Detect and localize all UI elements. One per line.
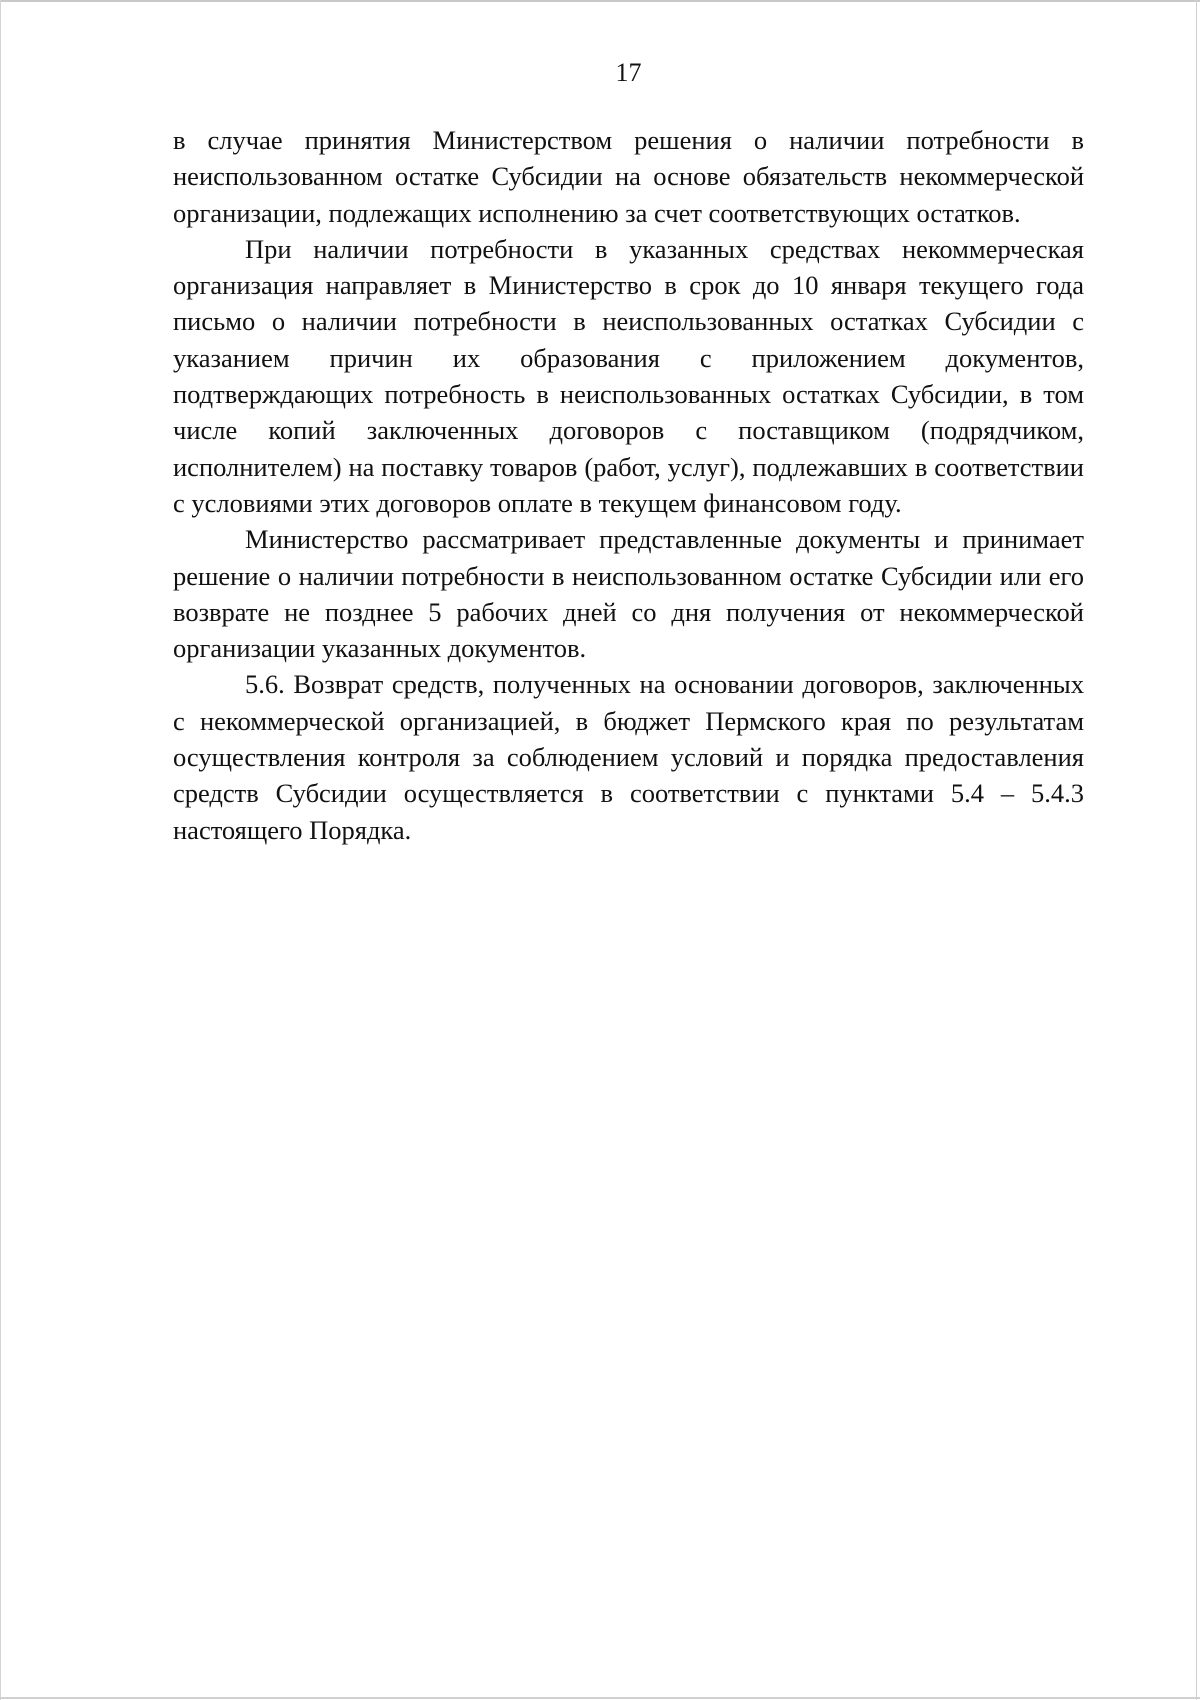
paragraph-subsidy-remainder-decision: в случае принятия Министерством решения о наличии потребности в неиспользованном остатке Субсидии на основе обязательств некоммерческой организации, подлежащих исполнению за счет соответствующих остатков.	[173, 125, 1084, 228]
scan-edge-left	[0, 0, 1, 1700]
page-number: 17	[615, 58, 642, 87]
paragraph-clause-5-6: 5.6. Возврат средств, полученных на основании договоров, заключенных с некоммерческой организацией, в бюджет Пермского края по результатам осуществления контроля за соблюдением условий и порядка предоставления средств Субсидии осуществляется в соответствии с пунктами 5.4 – 5.4.3 настоящего Порядка.	[173, 669, 1084, 845]
scan-edge-bottom	[0, 1697, 1200, 1699]
paragraph-ministry-review: Министерство рассматривает представленные документы и принимает решение о наличии потребности в неиспользованном остатке Субсидии или его возврате не позднее 5 рабочих дней со дня получения от некоммерческой организации указанных документов.	[173, 524, 1084, 664]
scan-edge-top	[0, 0, 1200, 2]
document-body	[173, 122, 1084, 848]
scan-edge-right	[1196, 0, 1197, 1700]
paragraph-need-letter: При наличии потребности в указанных средствах некоммерческая организация направляет в Министерство в срок до 10 января текущего года письмо о наличии потребности в неиспользованных остатках Субсидии с указанием причин их образования с приложением документов, подтверждающих потребность в неиспользованных остатках Субсидии, в том числе копий заключенных договоров с поставщиком (подрядчиком, исполнителем) на поставку товаров (работ, услуг), подлежавших в соответствии с условиями этих договоров оплате в текущем финансовом году.	[173, 233, 1084, 518]
